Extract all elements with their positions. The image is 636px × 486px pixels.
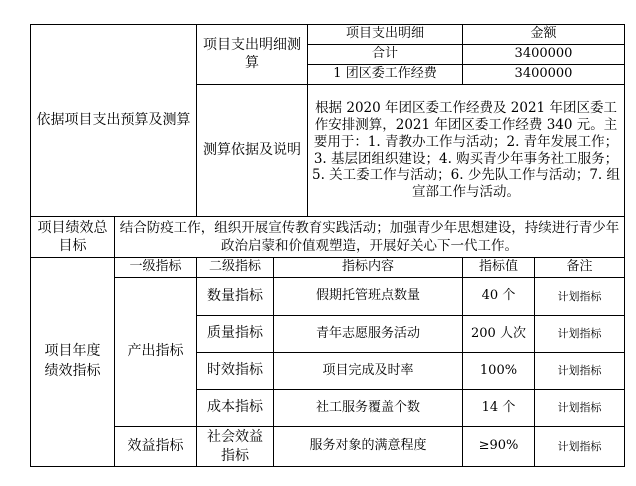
indicator-remark: 计划指标	[535, 353, 625, 390]
basis-label: 测算依据及说明	[197, 85, 308, 217]
indicator-content: 项目完成及时率	[274, 353, 463, 390]
header-content: 指标内容	[274, 258, 463, 278]
goal-row	[31, 217, 625, 258]
detail-row-item: 合计	[308, 45, 463, 65]
output-label: 产出指标	[115, 278, 197, 427]
indicator-content: 服务对象的满意程度	[274, 427, 463, 467]
indicator-content: 青年志愿服务活动	[274, 316, 463, 353]
detail-row-amount: 3400000	[463, 45, 625, 65]
indicator-remark: 计划指标	[535, 316, 625, 353]
indicator-level2: 时效指标	[197, 353, 274, 390]
indicator-row	[31, 278, 625, 316]
indicator-value: 14 个	[463, 390, 535, 427]
budget-performance-table	[30, 24, 625, 467]
indicator-value: 200 人次	[463, 316, 535, 353]
indicator-level2: 数量指标	[197, 278, 274, 316]
indicator-value: 40 个	[463, 278, 535, 316]
indicator-value: 100%	[463, 353, 535, 390]
detail-row-item: 1 团区委工作经费	[308, 65, 463, 85]
header-level2: 二级指标	[197, 258, 274, 278]
header-remark: 备注	[535, 258, 625, 278]
basis-text: 根据 2020 年团区委工作经费及 2021 年团区委工作安排测算，2021 年团区委工作经费 340 元。主要用于：1. 青教办工作与活动；2. 青年发展工作；3. 基层团组织建设；4. 购买青少年事务社工服务；5. 关工委工作与活动；6. 少先队工作与活动；7. 组宣部工作与活动。	[308, 85, 625, 217]
indicator-remark: 计划指标	[535, 427, 625, 467]
indicator-content: 假期托管班点数量	[274, 278, 463, 316]
detail-header-item: 项目支出明细	[308, 25, 463, 45]
indicator-remark: 计划指标	[535, 390, 625, 427]
indicator-value: ≥90%	[463, 427, 535, 467]
header-value: 指标值	[463, 258, 535, 278]
detail-row-amount: 3400000	[463, 65, 625, 85]
detail-label: 项目支出明细测算	[197, 25, 308, 85]
indicator-row	[31, 427, 625, 467]
header-level1: 一级指标	[115, 258, 197, 278]
indicator-level2: 成本指标	[197, 390, 274, 427]
indicator-content: 社工服务覆盖个数	[274, 390, 463, 427]
indicator-remark: 计划指标	[535, 278, 625, 316]
indicator-level2: 质量指标	[197, 316, 274, 353]
goal-text: 结合防疫工作，组织开展宣传教育实践活动；加强青少年思想建设，持续进行青少年政治启蒙和价值观塑造，开展好关心下一代工作。	[115, 217, 625, 258]
detail-header-amount: 金额	[463, 25, 625, 45]
goal-label: 项目绩效总目标	[31, 217, 115, 258]
budget-section-label: 依据项目支出预算及测算	[31, 25, 197, 217]
detail-header-row	[31, 25, 625, 45]
indicators-label: 项目年度绩效指标	[31, 258, 115, 467]
indicator-level2: 社会效益指标	[197, 427, 274, 467]
indicator-header-row	[31, 258, 625, 278]
benefit-label: 效益指标	[115, 427, 197, 467]
